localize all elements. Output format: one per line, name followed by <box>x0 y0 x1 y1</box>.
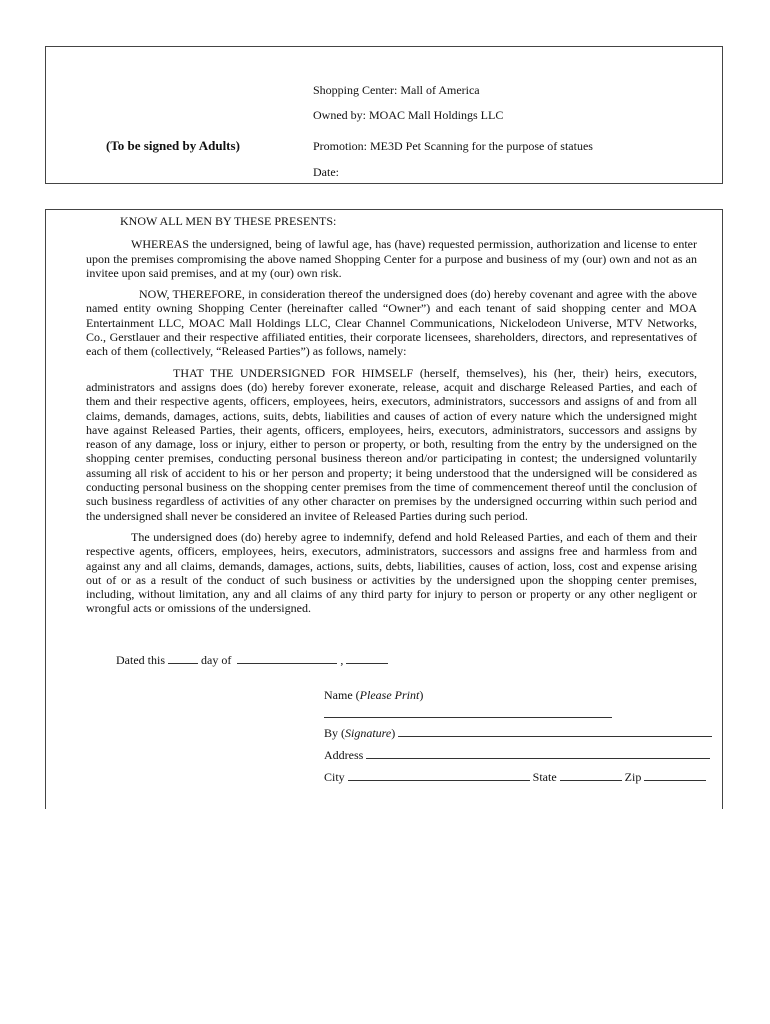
shopping-center-line: Shopping Center: Mall of America <box>313 83 480 97</box>
by-label: By ( <box>324 726 345 740</box>
release-header-box <box>45 46 723 184</box>
name-label: Name ( <box>324 688 360 702</box>
please-print-label: Please Print <box>359 688 420 702</box>
address-label: Address <box>324 748 364 762</box>
by-label-close: ) <box>391 726 396 740</box>
release-text <box>86 214 697 623</box>
release-clause-paragraph: THAT THE UNDERSIGNED FOR HIMSELF (herself, themselves), his (her, their) heirs, executors, administrators and assigns does (do) hereby forever exonerate, release, acquit and discharge Released Parties, and each of them and their respective agents, officers, employees, heirs, executors, administrators, successors and assigns of and from all claims, demands, damages, actions, suits, debts, liabilities and causes of action of every nature which the undersigned might have against Released Parties, their agents, officers, employees, heirs, executors, administrators, successors and assigns by reason of any damage, loss or injury, either to person or property, or both, resulting from the entry by the undersigned on the shopping center premises, conducting personal business thereon and/or participating in contest; the undersigned voluntarily assuming all risk of accident to his or her person and property; it being understood that the undersigned will be considered as conducting personal business on the shopping center premises from the time of commencement thereof until the conclusion of such business regardless of activities of any other character on premises by the undersigned occurring within such period and the undersigned shall never be considered an invitee of Released Parties during such period. <box>86 365 697 523</box>
dated-this-label: Dated this <box>116 653 165 667</box>
day-field[interactable] <box>168 652 198 664</box>
whereas-paragraph: WHEREAS the undersigned, being of lawful age, has (have) requested permission, authorization and license to enter upon the premises compromising the above named Shopping Center for a purpose and business of my (our) own and not as an invitee upon said premises, and at my (our) own risk. <box>86 237 697 280</box>
signature-word: Signature <box>345 726 392 740</box>
indemnify-paragraph: The undersigned does (do) hereby agree to indemnify, defend and hold Released Parties, and each of them and their respective agents, officers, employees, heirs, executors, administrators, successors and assigns free and harmless from and against any and all claims, demands, damages, actions, suits, debts, liabilities, causes of action, loss, cost and expense arising out of or as a result of the conduct of such business or activities by the undersigned upon the shopping center premises, including, without limitation, any and all claims of any third party for injury to person or property or any other negligent or wrongful acts or omissions of the undersigned. <box>86 529 697 616</box>
name-field[interactable] <box>324 706 612 718</box>
comma-separator: , <box>340 653 344 667</box>
city-state-zip-line <box>324 769 706 785</box>
state-label: State <box>532 770 557 784</box>
city-field[interactable] <box>348 769 530 781</box>
promotion-line: Promotion: ME3D Pet Scanning for the purpose of statues <box>313 139 593 153</box>
name-field-row <box>324 706 612 722</box>
month-field[interactable] <box>237 652 337 664</box>
day-of-label: day of <box>201 653 232 667</box>
name-label-close: ) <box>419 688 424 702</box>
signature-line <box>324 725 712 741</box>
year-field[interactable] <box>346 652 388 664</box>
state-field[interactable] <box>560 769 622 781</box>
date-line: Date: <box>313 165 339 179</box>
owned-by-line: Owned by: MOAC Mall Holdings LLC <box>313 108 504 122</box>
address-line <box>324 747 710 763</box>
dated-line <box>116 652 388 668</box>
zip-field[interactable] <box>644 769 706 781</box>
name-print-line <box>324 688 423 703</box>
zip-label: Zip <box>624 770 642 784</box>
now-therefore-paragraph: NOW, THEREFORE, in consideration thereof the undersigned does (do) hereby covenant and agree with the above named entity owning Shopping Center (hereinafter called “Owner”) and each tenant of said shopping center and MOA Entertainment LLC, MOAC Mall Holdings LLC, Clear Channel Communications, Nickelodeon Universe, MTV Networks, Co., Gerstlauer and their respective affiliated entities, their corporate licensees, shareholders, directors, and representatives of each of them (collectively, “Released Parties”) as follows, namely: <box>86 287 697 359</box>
address-field[interactable] <box>366 747 710 759</box>
signature-field[interactable] <box>398 725 712 737</box>
release-body-box <box>45 209 723 809</box>
adults-note: (To be signed by Adults) <box>106 138 240 153</box>
release-heading: KNOW ALL MEN BY THESE PRESENTS: <box>120 214 337 228</box>
city-label: City <box>324 770 345 784</box>
